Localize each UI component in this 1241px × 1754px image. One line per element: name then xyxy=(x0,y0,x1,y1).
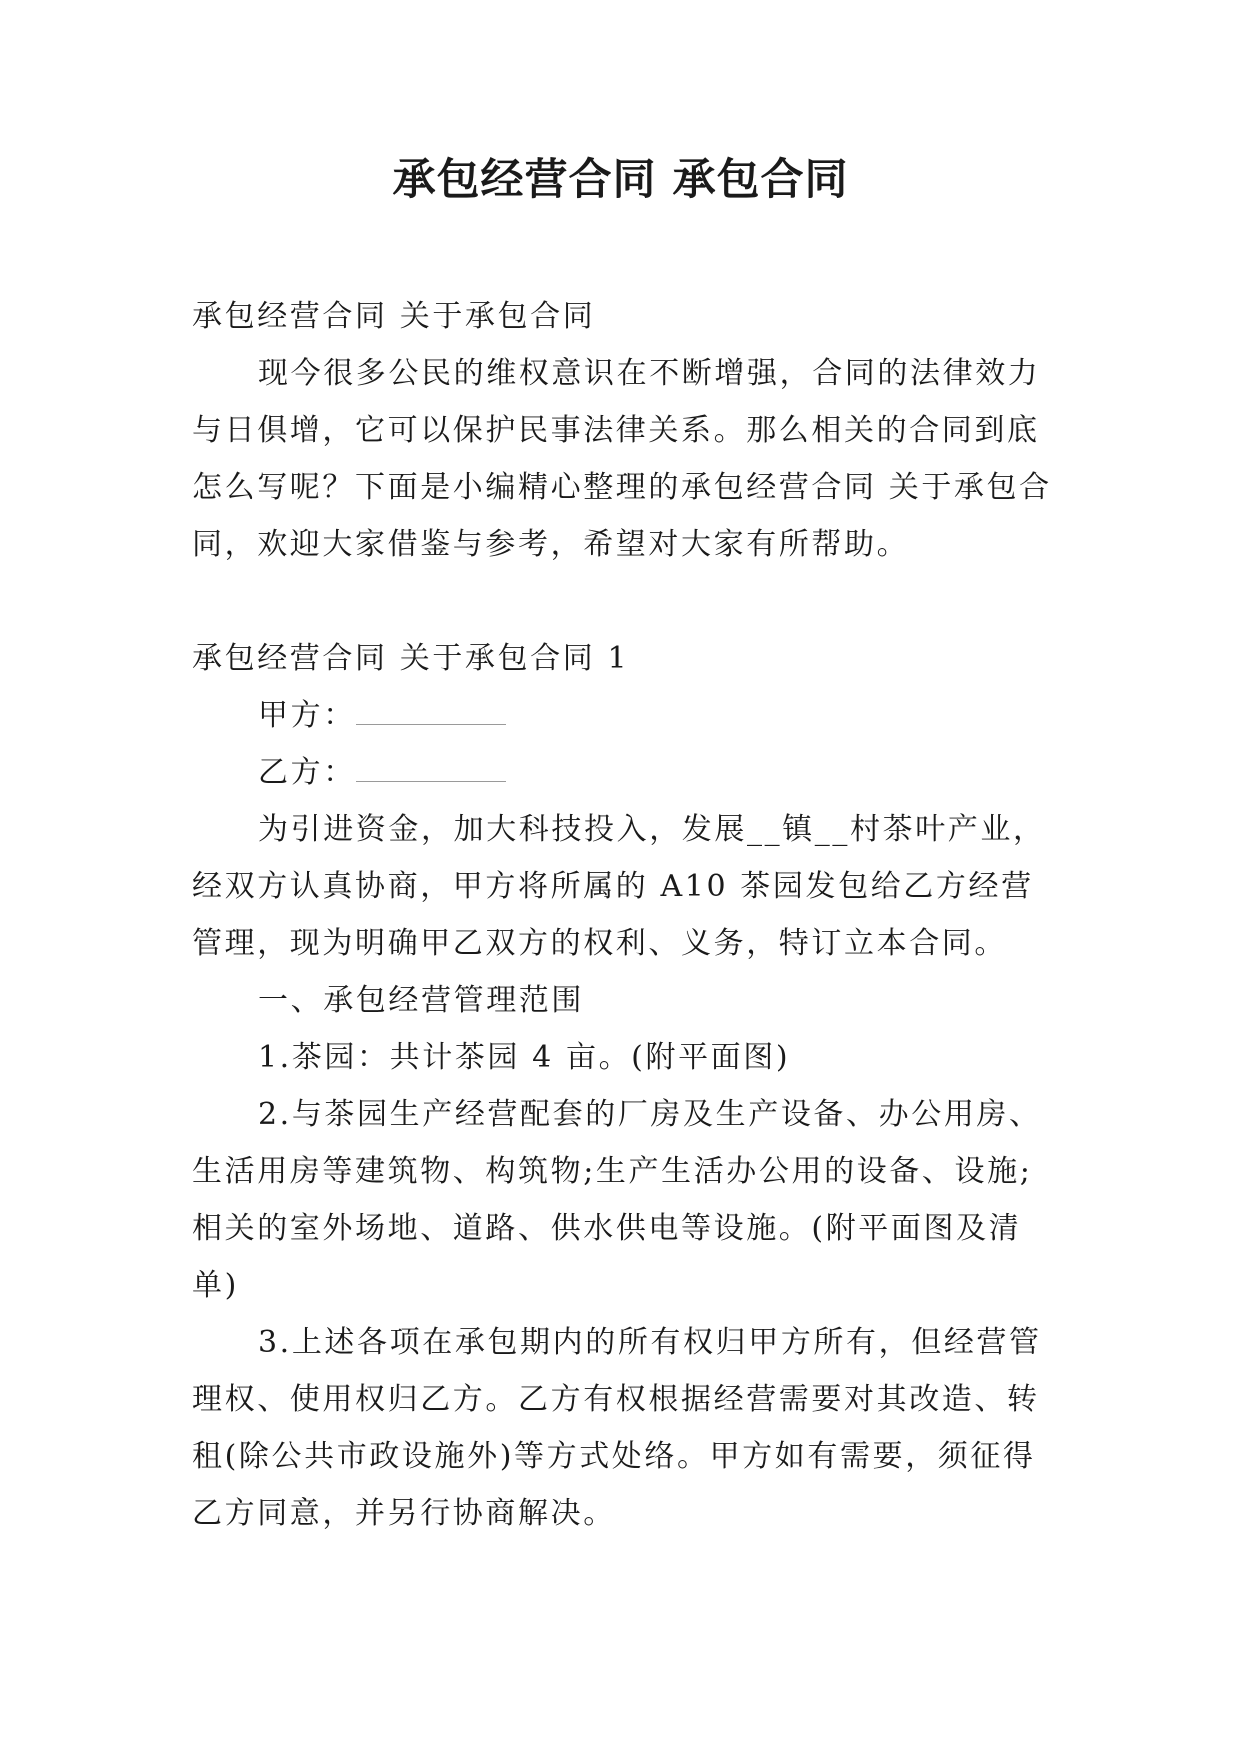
party-b-blank xyxy=(356,759,506,782)
clause-1-heading: 一、承包经营管理范围 xyxy=(258,983,584,1018)
party-a-line xyxy=(192,687,1052,744)
purpose-paragraph: 为引进资金，加大科技投入，发展__镇__村茶叶产业，经双方认真协商，甲方将所属的 A10 茶园发包给乙方经营管理，现为明确甲乙双方的权利、义务，特订立本合同。 xyxy=(192,812,1046,961)
document-title: 承包经营合同 承包合同 xyxy=(392,155,849,205)
subtitle-line: 承包经营合同 关于承包合同 xyxy=(192,299,596,334)
party-a-label: 甲方： xyxy=(258,698,356,733)
party-b-label: 乙方： xyxy=(258,755,356,790)
clause-item-2: 2.与茶园生产经营配套的厂房及生产设备、办公用房、生活用房等建筑物、构筑物;生产生活办公用的设备、设施;相关的室外场地、道路、供水供电等设施。(附平面图及清单) xyxy=(192,1097,1042,1303)
clause-item-1: 1.茶园：共计茶园 4 亩。(附平面图) xyxy=(258,1040,791,1075)
section-heading: 承包经营合同 关于承包合同 1 xyxy=(192,641,630,676)
intro-paragraph: 现今很多公民的维权意识在不断增强，合同的法律效力与日俱增，它可以保护民事法律关系。那么相关的合同到底怎么写呢？下面是小编精心整理的承包经营合同 关于承包合同，欢迎大家借鉴与参考，希望对大家有所帮助。 xyxy=(192,356,1052,562)
party-b-line xyxy=(192,744,1052,801)
clause-item-3: 3.上述各项在承包期内的所有权归甲方所有，但经营管理权、使用权归乙方。乙方有权根据经营需要对其改造、转租(除公共市政设施外)等方式处络。甲方如有需要，须征得乙方同意，并另行协商解决。 xyxy=(192,1325,1042,1531)
party-a-blank xyxy=(356,702,506,725)
document-body xyxy=(192,288,1052,1542)
